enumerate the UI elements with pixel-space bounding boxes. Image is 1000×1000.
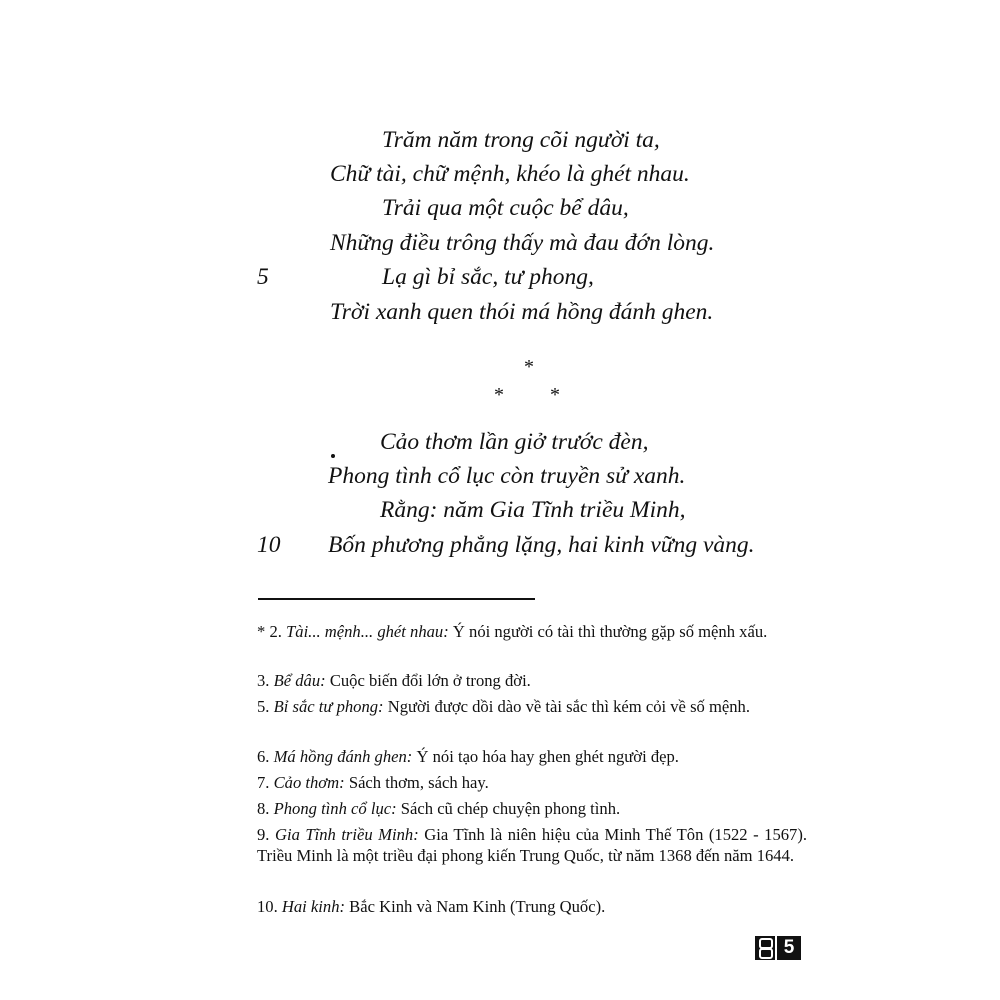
footnote-6 bbox=[257, 746, 807, 767]
verse-line-6: Trời xanh quen thói má hồng đánh ghen. bbox=[330, 299, 714, 325]
footnote-9 bbox=[257, 824, 807, 866]
footnote-number: 8. bbox=[257, 799, 274, 818]
footnote-text: Ý nói tạo hóa hay ghen ghét người đẹp. bbox=[412, 747, 679, 766]
footnote-text: Sách cũ chép chuyện phong tình. bbox=[396, 799, 621, 818]
footnote-5 bbox=[257, 696, 807, 717]
verse-line-4: Những điều trông thấy mà đau đớn lòng. bbox=[330, 230, 715, 256]
footnote-number: 10. bbox=[257, 897, 282, 916]
verse-line-1: Trăm năm trong cõi người ta, bbox=[382, 127, 660, 153]
footnote-term: Tài... mệnh... ghét nhau: bbox=[286, 622, 449, 641]
separator-star-left: * bbox=[494, 384, 504, 406]
publisher-logo-icon bbox=[755, 936, 775, 960]
verse-line-8: Phong tình cổ lục còn truyền sử xanh. bbox=[328, 463, 686, 489]
footnote-divider bbox=[258, 598, 535, 600]
footnote-number: 5. bbox=[257, 697, 274, 716]
footnote-number: 6. bbox=[257, 747, 274, 766]
footnote-term: Cảo thơm: bbox=[273, 773, 345, 792]
footnote-text: Người được dồi dào về tài sắc thì kém cỏi về số mệnh. bbox=[383, 697, 750, 716]
verse-line-3: Trải qua một cuộc bể dâu, bbox=[382, 195, 629, 221]
line-number-10: 10 bbox=[257, 532, 281, 558]
line-number-5: 5 bbox=[257, 264, 269, 290]
footnote-number: 7. bbox=[257, 773, 274, 792]
footnote-10 bbox=[257, 896, 807, 917]
verse-line-7: Cảo thơm lần giở trước đèn, bbox=[380, 429, 649, 455]
footnote-term: Gia Tĩnh triều Minh: bbox=[274, 825, 419, 844]
footnote-7 bbox=[257, 772, 807, 793]
stray-dot-mark bbox=[331, 454, 335, 458]
footnote-term: Má hồng đánh ghen: bbox=[273, 747, 413, 766]
footnote-term: Bể dâu: bbox=[273, 671, 326, 690]
footnote-term: Phong tình cổ lục: bbox=[273, 799, 397, 818]
footnote-term: Bỉ sắc tư phong: bbox=[273, 697, 384, 716]
page-number: 5 bbox=[777, 936, 801, 960]
footnote-number: 9. bbox=[257, 825, 275, 844]
verse-line-2: Chữ tài, chữ mệnh, khéo là ghét nhau. bbox=[330, 161, 690, 187]
footnote-text: Cuộc biến đổi lớn ở trong đời. bbox=[325, 671, 531, 690]
footnote-3 bbox=[257, 670, 807, 691]
verse-line-10: Bốn phương phẳng lặng, hai kinh vững vàng. bbox=[328, 532, 755, 558]
footnote-number: 3. bbox=[257, 671, 274, 690]
footnote-text: Sách thơm, sách hay. bbox=[344, 773, 489, 792]
separator-star-right: * bbox=[550, 384, 560, 406]
page-number-badge bbox=[755, 936, 801, 960]
footnote-term: Hai kinh: bbox=[281, 897, 346, 916]
footnote-2 bbox=[257, 621, 807, 642]
footnote-number: * 2. bbox=[257, 622, 287, 641]
verse-line-5: Lạ gì bỉ sắc, tư phong, bbox=[382, 264, 594, 290]
footnote-text: Ý nói người có tài thì thường gặp số mệnh xấu. bbox=[448, 622, 768, 641]
footnote-text: Gia Tĩnh là niên hiệu của Minh Thế Tôn (1522 - 1567). Triều Minh là một triều đại phong kiến Trung Quốc, từ năm 1368 đến năm 1644. bbox=[257, 825, 808, 865]
separator-star-top: * bbox=[524, 356, 534, 378]
footnote-text: Bắc Kinh và Nam Kinh (Trung Quốc). bbox=[345, 897, 606, 916]
footnote-8 bbox=[257, 798, 807, 819]
verse-line-9: Rằng: năm Gia Tĩnh triều Minh, bbox=[380, 497, 686, 523]
